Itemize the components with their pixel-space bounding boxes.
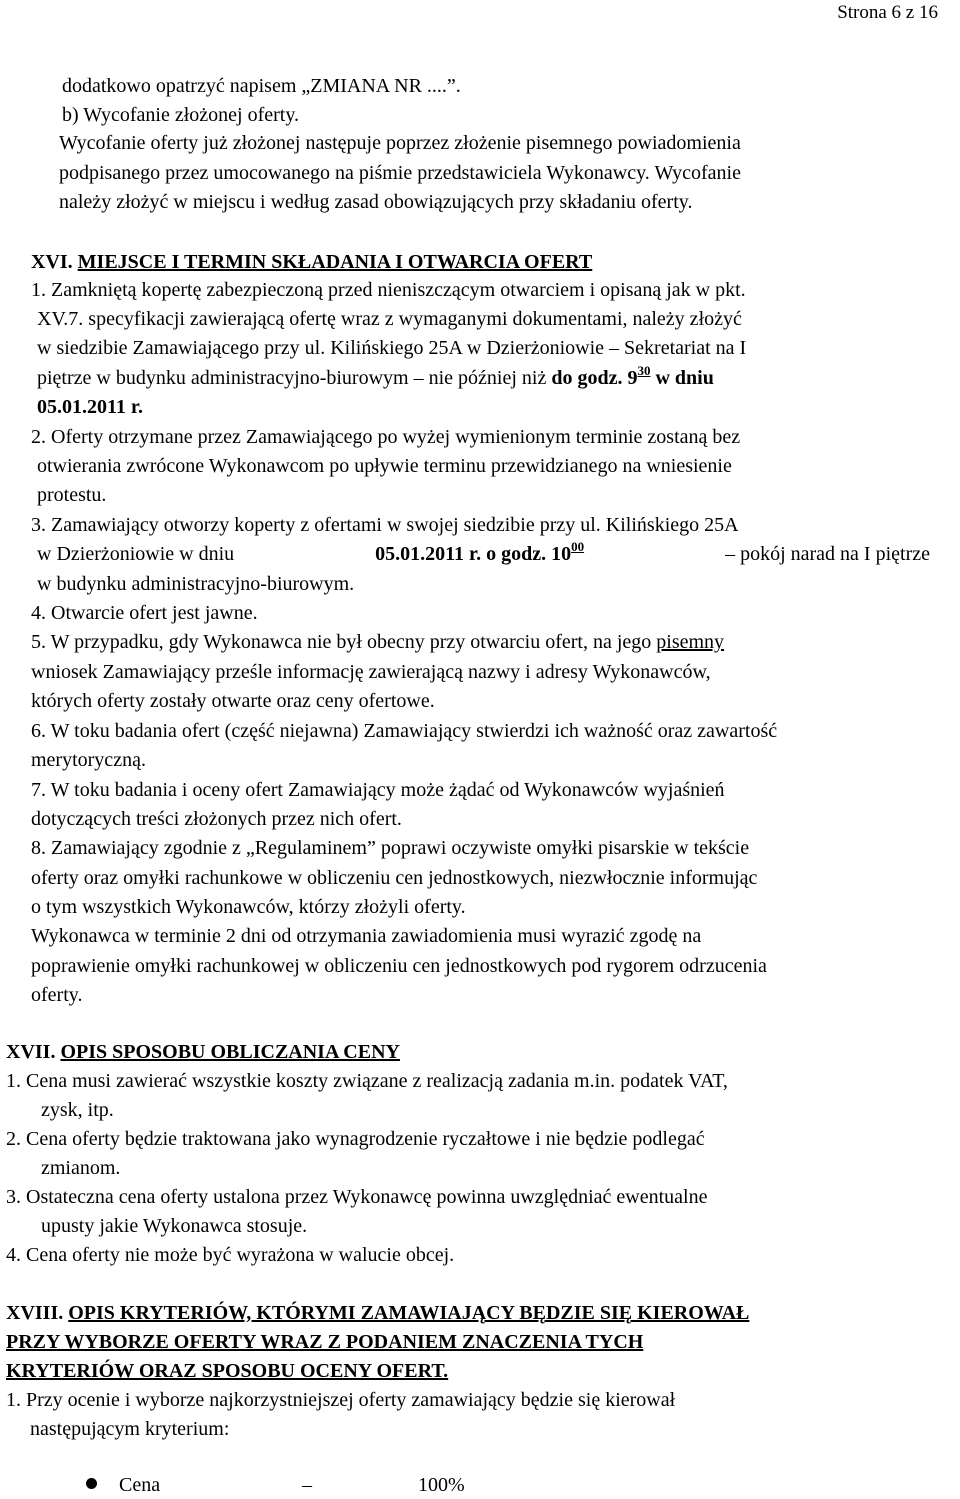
- text-span: – pokój narad na I piętrze: [725, 543, 930, 565]
- text-line: 1. Zamkniętą kopertę zabezpieczoną przed nieniszczącym otwarciem i opisaną jak w pkt.: [31, 279, 746, 301]
- text-line: należy złożyć w miejscu i według zasad obowiązujących przy składaniu oferty.: [59, 191, 693, 213]
- text-line: podpisanego przez umocowanego na piśmie przedstawiciela Wykonawcy. Wycofanie: [59, 162, 741, 184]
- section-title-cont: KRYTERIÓW ORAZ SPOSOBU OCENY OFERT.: [6, 1360, 449, 1382]
- text-line: w siedzibie Zamawiającego przy ul. Kilińskiego 25A w Dzierżoniowie – Sekretariat na I: [37, 337, 747, 359]
- text-line: merytoryczną.: [31, 749, 146, 771]
- text-line: protestu.: [37, 484, 107, 506]
- section-title: OPIS KRYTERIÓW, KTÓRYMI ZAMAWIAJĄCY BĘDZIE SIĘ KIEROWAŁ: [68, 1302, 750, 1324]
- text-line: dotyczących treści złożonych przez nich ofert.: [31, 808, 402, 830]
- text-line: Wycofanie oferty już złożonej następuje poprzez złożenie pisemnego powiadomienia: [59, 132, 741, 154]
- text-line: w budynku administracyjno-biurowym.: [37, 573, 355, 595]
- text-line: 4. Otwarcie ofert jest jawne.: [31, 602, 258, 624]
- text-line: 7. W toku badania i oceny ofert Zamawiający może żądać od Wykonawców wyjaśnień: [31, 779, 725, 801]
- text-line: b) Wycofanie złożonej oferty.: [62, 104, 300, 126]
- text-line: 2. Oferty otrzymane przez Zamawiającego po wyżej wymienionym terminie zostaną bez: [31, 426, 741, 448]
- underlined-word: pisemny: [656, 631, 725, 653]
- text-line: następującym kryterium:: [30, 1418, 230, 1440]
- text-line: 3. Zamawiający otworzy koperty z ofertami w swojej siedzibie przy ul. Kilińskiego 25A: [31, 514, 739, 536]
- text-line: o tym wszystkich Wykonawców, którzy złożyli oferty.: [31, 896, 466, 918]
- page-number: Strona 6 z 16: [837, 2, 938, 23]
- text-line: 3. Ostateczna cena oferty ustalona przez Wykonawcę powinna uwzględniać ewentualne: [6, 1186, 708, 1208]
- text-line: upusty jakie Wykonawca stosuje.: [41, 1215, 308, 1237]
- opening-line: [37, 541, 930, 567]
- text-line: zmianom.: [41, 1157, 121, 1179]
- deadline-time: [551, 363, 714, 389]
- text-line: oferty.: [31, 984, 83, 1006]
- time-minutes: 00: [571, 539, 585, 554]
- section-title: MIEJSCE I TERMIN SKŁADANIA I OTWARCIA OFERT: [77, 251, 593, 273]
- text-line: [31, 629, 724, 655]
- text-span: 05.01.2011 r. o godz. 10: [375, 543, 572, 565]
- criterion-name: Cena: [119, 1474, 161, 1496]
- text-line: 2. Cena oferty będzie traktowana jako wynagrodzenie ryczałtowe i nie będzie podlegać: [6, 1128, 705, 1150]
- text-line: 1. Cena musi zawierać wszystkie koszty związane z realizacją zadania m.in. podatek VAT,: [6, 1070, 728, 1092]
- text-line: oferty oraz omyłki rachunkowe w obliczeniu cen jednostkowych, niezwłocznie informując: [31, 867, 758, 889]
- time-minutes: 30: [637, 363, 651, 378]
- section-title-cont: PRZY WYBORZE OFERTY WRAZ Z PODANIEM ZNACZENIA TYCH: [6, 1331, 644, 1353]
- deadline-date: 05.01.2011 r.: [37, 396, 143, 418]
- text-line: których oferty zostały otwarte oraz ceny ofertowe.: [31, 690, 435, 712]
- text-span: do godz. 9: [551, 367, 638, 389]
- criterion-weight: 100%: [418, 1474, 465, 1496]
- section-number: XVII.: [6, 1041, 56, 1063]
- section-heading-xvi: [31, 249, 592, 275]
- criterion-dash: –: [302, 1474, 312, 1496]
- opening-time: [375, 541, 584, 567]
- text-line: wniosek Zamawiający prześle informację zawierającą nazwy i adresy Wykonawców,: [31, 661, 711, 683]
- text-span: 5. W przypadku, gdy Wykonawca nie był obecny przy otwarciu ofert, na jego: [31, 631, 652, 653]
- text-line: Wykonawca w terminie 2 dni od otrzymania zawiadomienia musi wyrazić zgodę na: [31, 925, 702, 947]
- text-span: piętrze w budynku administracyjno-biurowym – nie później niż: [37, 367, 547, 389]
- text-line: 4. Cena oferty nie może być wyrażona w walucie obcej.: [6, 1244, 455, 1266]
- text-line: 8. Zamawiający zgodnie z „Regulaminem” poprawi oczywiste omyłki pisarskie w tekście: [31, 837, 750, 859]
- text-line: 6. W toku badania ofert (część niejawna) Zamawiający stwierdzi ich ważność oraz zawartość: [31, 720, 778, 742]
- bullet-icon: [86, 1478, 97, 1489]
- section-number: XVIII.: [6, 1302, 64, 1324]
- section-heading-xvii: [6, 1039, 400, 1065]
- text-line: dodatkowo opatrzyć napisem „ZMIANA NR ....”.: [62, 75, 461, 97]
- text-line: zysk, itp.: [41, 1099, 114, 1121]
- text-line: poprawienie omyłki rachunkowej w obliczeniu cen jednostkowych pod rygorem odrzucenia: [31, 955, 767, 977]
- section-heading-xviii: [6, 1300, 749, 1326]
- text-line: otwierania zwrócone Wykonawcom po upływie terminu przewidzianego na wniesienie: [37, 455, 732, 477]
- section-number: XVI.: [31, 251, 73, 273]
- text-span: w Dzierżoniowie w dniu: [37, 543, 235, 565]
- text-span: w dniu: [655, 367, 714, 389]
- text-line: XV.7. specyfikacji zawierającą ofertę wraz z wymaganymi dokumentami, należy złożyć: [37, 308, 742, 330]
- text-line: [37, 365, 714, 391]
- section-title: OPIS SPOSOBU OBLICZANIA CENY: [60, 1041, 400, 1063]
- text-line: 1. Przy ocenie i wyborze najkorzystniejszej oferty zamawiający będzie się kierował: [6, 1389, 676, 1411]
